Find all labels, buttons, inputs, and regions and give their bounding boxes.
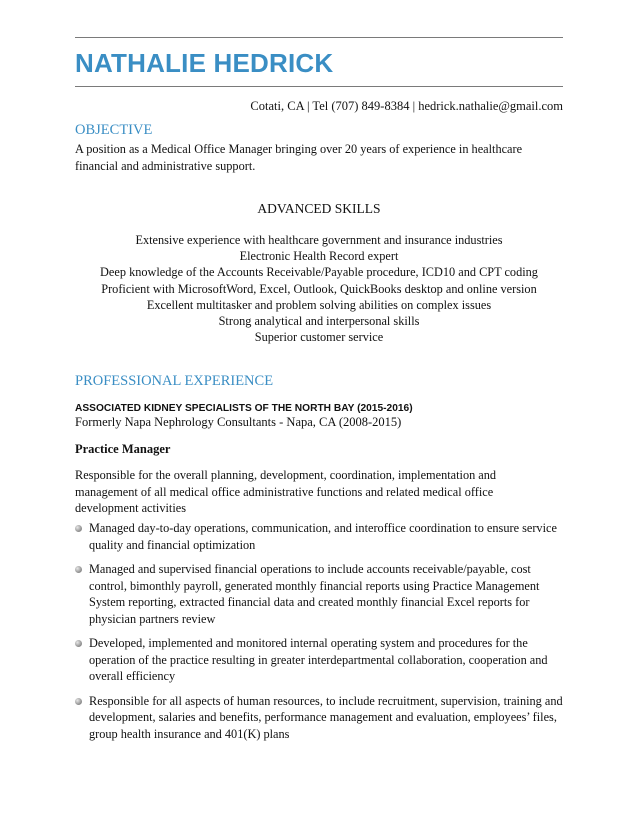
skills-list <box>60 232 578 345</box>
list-item <box>75 635 565 685</box>
skill-item: Strong analytical and interpersonal skills <box>218 314 420 329</box>
list-item <box>75 693 565 743</box>
bullet-icon <box>75 698 82 705</box>
list-item-text: Developed, implemented and monitored internal operating system and procedures for the operation of the practice resulting in greater interdepartmental collaboration, cooperation and overall efficiency <box>89 636 548 683</box>
list-item-text: Responsible for all aspects of human resources, to include recruitment, supervision, training and development, salaries and benefits, performance management and evaluation, employees’ files, group health insurance and 401(K) plans <box>89 693 563 741</box>
list-item <box>75 520 565 553</box>
skills-heading: ADVANCED SKILLS <box>257 201 381 216</box>
candidate-name: NATHALIE HEDRICK <box>75 48 334 78</box>
skill-item: Electronic Health Record expert <box>239 249 399 264</box>
contact-info: Cotati, CA | Tel (707) 849-8384 | hedrick.nathalie@gmail.com <box>250 99 563 113</box>
skill-item: Excellent multitasker and problem solving abilities on complex issues <box>146 297 492 312</box>
bullet-icon <box>75 566 82 573</box>
job-title: Practice Manager <box>75 442 171 456</box>
role-summary: Responsible for the overall planning, development, coordination, implementation and management of all medical office administrative functions and related medical office development activities <box>75 468 497 515</box>
bullet-icon <box>75 525 82 532</box>
company-name: ASSOCIATED KIDNEY SPECIALISTS OF THE NORTH BAY (2015-2016) <box>75 403 413 414</box>
list-item <box>75 561 565 627</box>
experience-heading: PROFESSIONAL EXPERIENCE <box>75 373 274 389</box>
skill-item: Deep knowledge of the Accounts Receivable/Payable procedure, ICD10 and CPT coding <box>100 265 538 280</box>
list-item-text: Managed and supervised financial operations to include accounts receivable/payable, cost control, bimonthly payroll, generated monthly financial reports using Practice Management System reporting, extracted financial data and created monthly financial Excel reports for physician partners review <box>89 562 540 626</box>
responsibility-list <box>75 520 565 750</box>
objective-heading: OBJECTIVE <box>75 122 153 138</box>
skill-item: Superior customer service <box>254 330 384 345</box>
objective-text: A position as a Medical Office Manager bringing over 20 years of experience in healthcare financial and administrative support. <box>75 142 523 173</box>
name-divider <box>75 86 563 87</box>
company-former-name: Formerly Napa Nephrology Consultants - Napa, CA (2008-2015) <box>75 415 402 429</box>
bullet-icon <box>75 640 82 647</box>
top-divider <box>75 37 563 38</box>
skill-item: Extensive experience with healthcare government and insurance industries <box>135 233 503 247</box>
skill-item: Proficient with MicrosoftWord, Excel, Outlook, QuickBooks desktop and online version <box>101 281 537 296</box>
list-item-text: Managed day-to-day operations, communication, and interoffice coordination to ensure service quality and financial optimization <box>89 521 557 552</box>
